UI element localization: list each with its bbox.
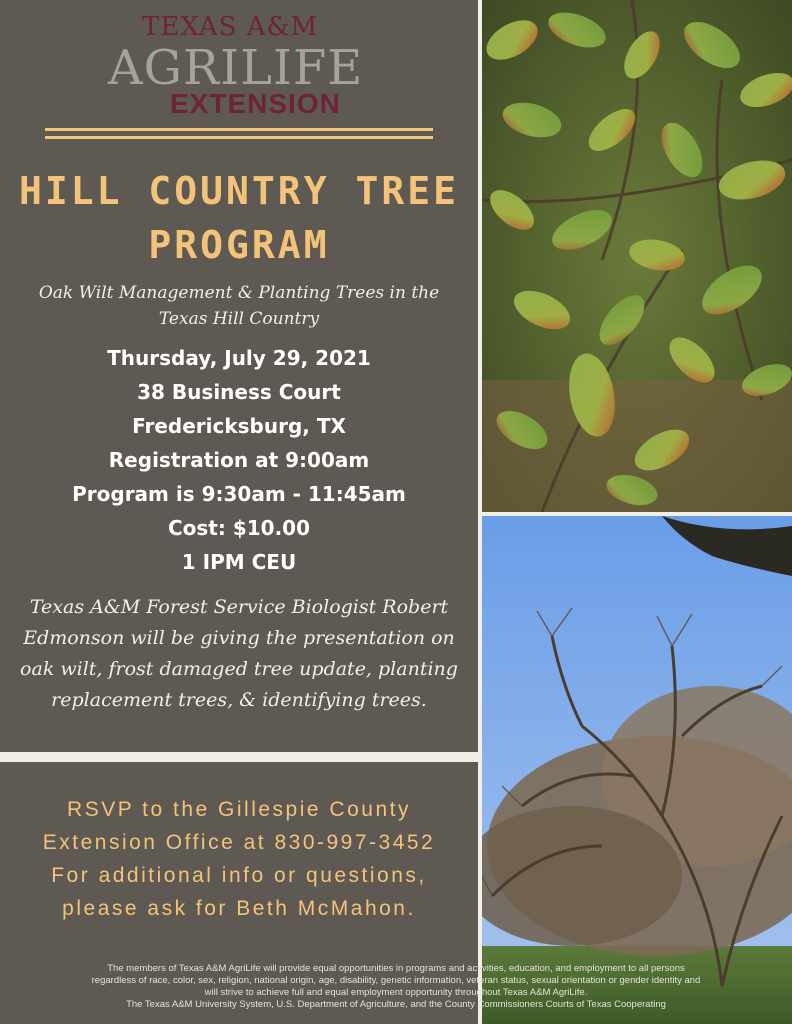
event-details [0,341,478,579]
oak-leaves-photo [482,0,792,512]
rsvp-block [0,793,478,925]
logo-extension: EXTENSION [170,88,341,119]
dead-oak-tree-image [482,516,792,1024]
event-date: Thursday, July 29, 2021 [107,346,371,370]
rsvp-line-2: Extension Office at 830-997-3452 [42,831,436,854]
program-description [4,592,474,716]
logo-texas-am: TEXAS A&M [142,12,319,42]
program-subtitle [0,280,478,332]
footer-line-3: will strive to achieve full and equal employment opportunity throughout Texas A&M AgriLife. [204,987,588,998]
oak-leaves-image [482,0,792,512]
equal-opportunity-footer [0,963,792,1011]
event-cost: Cost: $10.00 [167,516,311,540]
description-line-4: replacement trees, & identifying trees. [51,689,427,711]
footer-line-2: regardless of race, color, sex, religion, national origin, age, disability, genetic information, veteran status, sexual orientation or gender identity and [91,975,701,986]
title-line-2: PROGRAM [148,223,330,267]
agrilife-logo [100,10,380,120]
description-line-3: oak wilt, frost damaged tree update, planting [20,658,458,680]
logo-agrilife: AGRILIFE [108,40,364,96]
dead-oak-tree-photo [482,516,792,1024]
event-city: Fredericksburg, TX [132,414,346,438]
program-title [0,164,478,272]
description-line-1: Texas A&M Forest Service Biologist Robert [29,596,449,618]
subtitle-line-2: Texas Hill Country [158,309,320,329]
title-line-1: HILL COUNTRY TREE [19,169,459,213]
gold-rule-top [45,128,433,131]
footer-line-1: The members of Texas A&M AgriLife will provide equal opportunities in programs and activities, education, and employment to all persons [107,963,685,974]
footer-line-4: The Texas A&M University System, U.S. Department of Agriculture, and the County Commissioners Courts of Texas Cooperating [126,999,666,1010]
subtitle-line-1: Oak Wilt Management & Planting Trees in the [38,283,440,303]
section-divider [0,752,478,762]
event-registration-time: Registration at 9:00am [108,448,370,472]
event-ceu: 1 IPM CEU [181,550,297,574]
event-program-time: Program is 9:30am - 11:45am [72,482,406,506]
rsvp-line-3: For additional info or questions, [51,864,427,887]
event-address: 38 Business Court [137,380,341,404]
gold-rule-bottom [45,136,433,139]
rsvp-line-4: please ask for Beth McMahon. [62,897,416,920]
rsvp-line-1: RSVP to the Gillespie County [67,798,411,821]
description-line-2: Edmonson will be giving the presentation on [23,627,455,649]
